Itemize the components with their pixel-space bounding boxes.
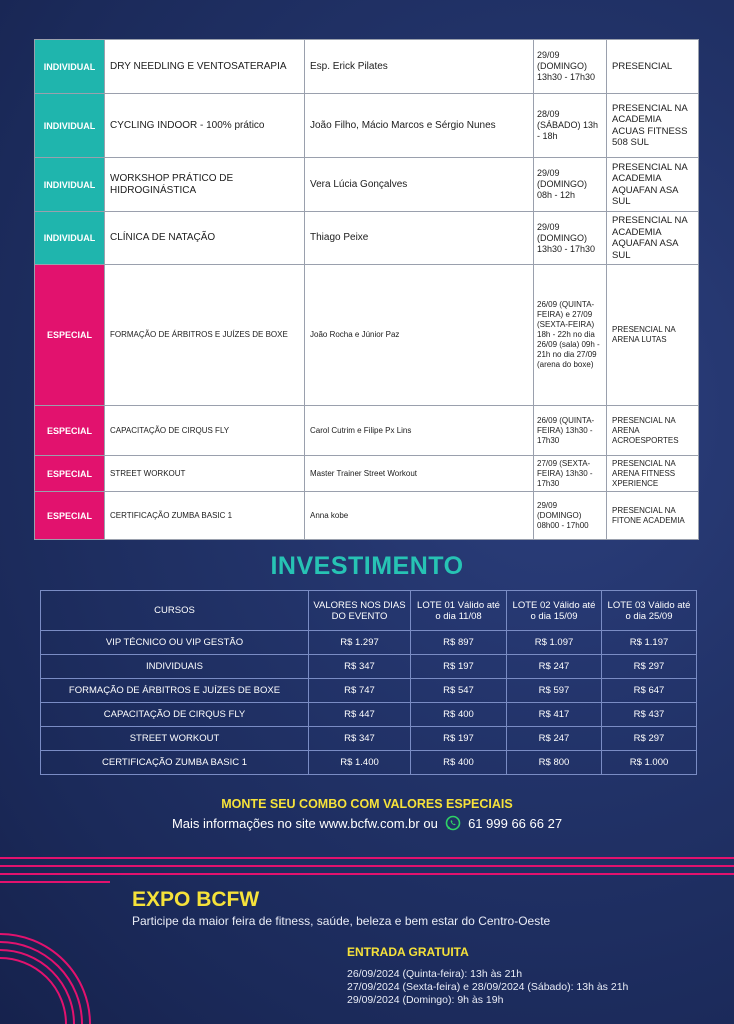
course-location: PRESENCIAL NA ARENA LUTAS [607,265,699,406]
course-location: PRESENCIAL NA FITONE ACADEMIA [607,492,699,540]
price-value: R$ 347 [309,727,411,751]
instructor: Anna kobe [305,492,534,540]
expo-date-line: 27/09/2024 (Sexta-feira) e 28/09/2024 (Sábado): 13h às 21h [347,981,629,993]
combo-headline: MONTE SEU COMBO COM VALORES ESPECIAIS [221,797,513,811]
instructor: João Filho, Mácio Marcos e Sérgio Nunes [305,94,534,158]
category-badge: INDIVIDUAL [35,40,105,94]
course-date: 27/09 (SEXTA-FEIRA) 13h30 - 17h30 [534,456,607,492]
free-entrance-label: ENTRADA GRATUITA [347,945,469,959]
category-badge: ESPECIAL [35,265,105,406]
course-location: PRESENCIAL NA ARENA FITNESS XPERIENCE [607,456,699,492]
expo-date-line: 26/09/2024 (Quinta-feira): 13h às 21h [347,968,523,980]
price-course: STREET WORKOUT [41,727,309,751]
expo-subtitle: Participe da maior feira de fitness, saúde, beleza e bem estar do Centro-Oeste [132,914,551,928]
course-name: CAPACITAÇÃO DE CIRQUS FLY [105,406,305,456]
price-value: R$ 347 [309,655,411,679]
category-badge: ESPECIAL [35,456,105,492]
price-value: R$ 897 [411,631,507,655]
category-badge: INDIVIDUAL [35,158,105,212]
price-value: R$ 597 [507,679,602,703]
course-location: PRESENCIAL NA ACADEMIA ACUAS FITNESS 508 SUL [607,94,699,158]
course-location: PRESENCIAL NA ACADEMIA AQUAFAN ASA SUL [607,158,699,212]
course-date: 26/09 (QUINTA-FEIRA) e 27/09 (SEXTA-FEIRA) 18h - 22h no dia 26/09 (sala) 09h - 21h no dia 27/09 (arena do boxe) [534,265,607,406]
price-course: CERTIFICAÇÃO ZUMBA BASIC 1 [41,751,309,775]
course-name: FORMAÇÃO DE ÁRBITROS E JUÍZES DE BOXE [105,265,305,406]
category-badge: INDIVIDUAL [35,94,105,158]
course-date: 28/09 (SÁBADO) 13h - 18h [534,94,607,158]
phone-number[interactable]: 61 999 66 66 27 [468,816,563,831]
course-date: 29/09 (DOMINGO) 08h - 12h [534,158,607,212]
course-date: 29/09 (DOMINGO) 08h00 - 17h00 [534,492,607,540]
header-event-price: VALORES NOS DIAS DO EVENTO [309,591,411,631]
price-value: R$ 1.000 [602,751,697,775]
course-name: CERTIFICAÇÃO ZUMBA BASIC 1 [105,492,305,540]
instructor: Master Trainer Street Workout [305,456,534,492]
instructor: Carol Cutrim e Filipe Px Lins [305,406,534,456]
contact-text: Mais informações no site www.bcfw.com.br ou [171,816,438,831]
price-value: R$ 800 [507,751,602,775]
course-location: PRESENCIAL [607,40,699,94]
price-value: R$ 400 [411,703,507,727]
price-value: R$ 297 [602,727,697,751]
price-value: R$ 437 [602,703,697,727]
instructor: João Rocha e Júnior Paz [305,265,534,406]
course-date: 29/09 (DOMINGO) 13h30 - 17h30 [534,40,607,94]
header-lote-02: LOTE 02 Válido até o dia 15/09 [507,591,602,631]
price-value: R$ 447 [309,703,411,727]
category-badge: ESPECIAL [35,406,105,456]
price-value: R$ 417 [507,703,602,727]
expo-dates [347,968,628,1007]
course-name: CYCLING INDOOR - 100% prático [105,94,305,158]
price-value: R$ 547 [411,679,507,703]
instructor: Esp. Erick Pilates [305,40,534,94]
category-badge: INDIVIDUAL [35,212,105,265]
course-name: DRY NEEDLING E VENTOSATERAPIA [105,40,305,94]
price-value: R$ 1.097 [507,631,602,655]
price-course: INDIVIDUAIS [41,655,309,679]
course-location: PRESENCIAL NA ACADEMIA AQUAFAN ASA SUL [607,212,699,265]
price-value: R$ 247 [507,655,602,679]
expo-date-line: 29/09/2024 (Domingo): 9h às 19h [347,994,504,1006]
category-badge: ESPECIAL [35,492,105,540]
price-value: R$ 197 [411,655,507,679]
course-location: PRESENCIAL NA ARENA ACROESPORTES [607,406,699,456]
deco-arc [0,950,74,1024]
course-name: CLÍNICA DE NATAÇÃO [105,212,305,265]
course-date: 26/09 (QUINTA-FEIRA) 13h30 - 17h30 [534,406,607,456]
price-value: R$ 1.400 [309,751,411,775]
price-value: R$ 400 [411,751,507,775]
price-value: R$ 647 [602,679,697,703]
price-course: CAPACITAÇÃO DE CIRQUS FLY [41,703,309,727]
price-value: R$ 197 [411,727,507,751]
price-value: R$ 1.297 [309,631,411,655]
price-value: R$ 247 [507,727,602,751]
header-lote-01: LOTE 01 Válido até o dia 11/08 [411,591,507,631]
price-value: R$ 297 [602,655,697,679]
course-name: WORKSHOP PRÁTICO DE HIDROGINÁSTICA [105,158,305,212]
deco-arc [0,934,90,1024]
price-course: FORMAÇÃO DE ÁRBITROS E JUÍZES DE BOXE [41,679,309,703]
deco-arc [0,942,82,1024]
instructor: Vera Lúcia Gonçalves [305,158,534,212]
price-value: R$ 747 [309,679,411,703]
course-date: 29/09 (DOMINGO) 13h30 - 17h30 [534,212,607,265]
price-value: R$ 1.197 [602,631,697,655]
instructor: Thiago Peixe [305,212,534,265]
deco-arc [0,958,66,1024]
header-cursos: CURSOS [41,591,309,631]
course-name: STREET WORKOUT [105,456,305,492]
header-lote-03: LOTE 03 Válido até o dia 25/09 [602,591,697,631]
investment-title: INVESTIMENTO [270,552,464,580]
expo-title: EXPO BCFW [132,888,260,911]
price-course: VIP TÉCNICO OU VIP GESTÃO [41,631,309,655]
